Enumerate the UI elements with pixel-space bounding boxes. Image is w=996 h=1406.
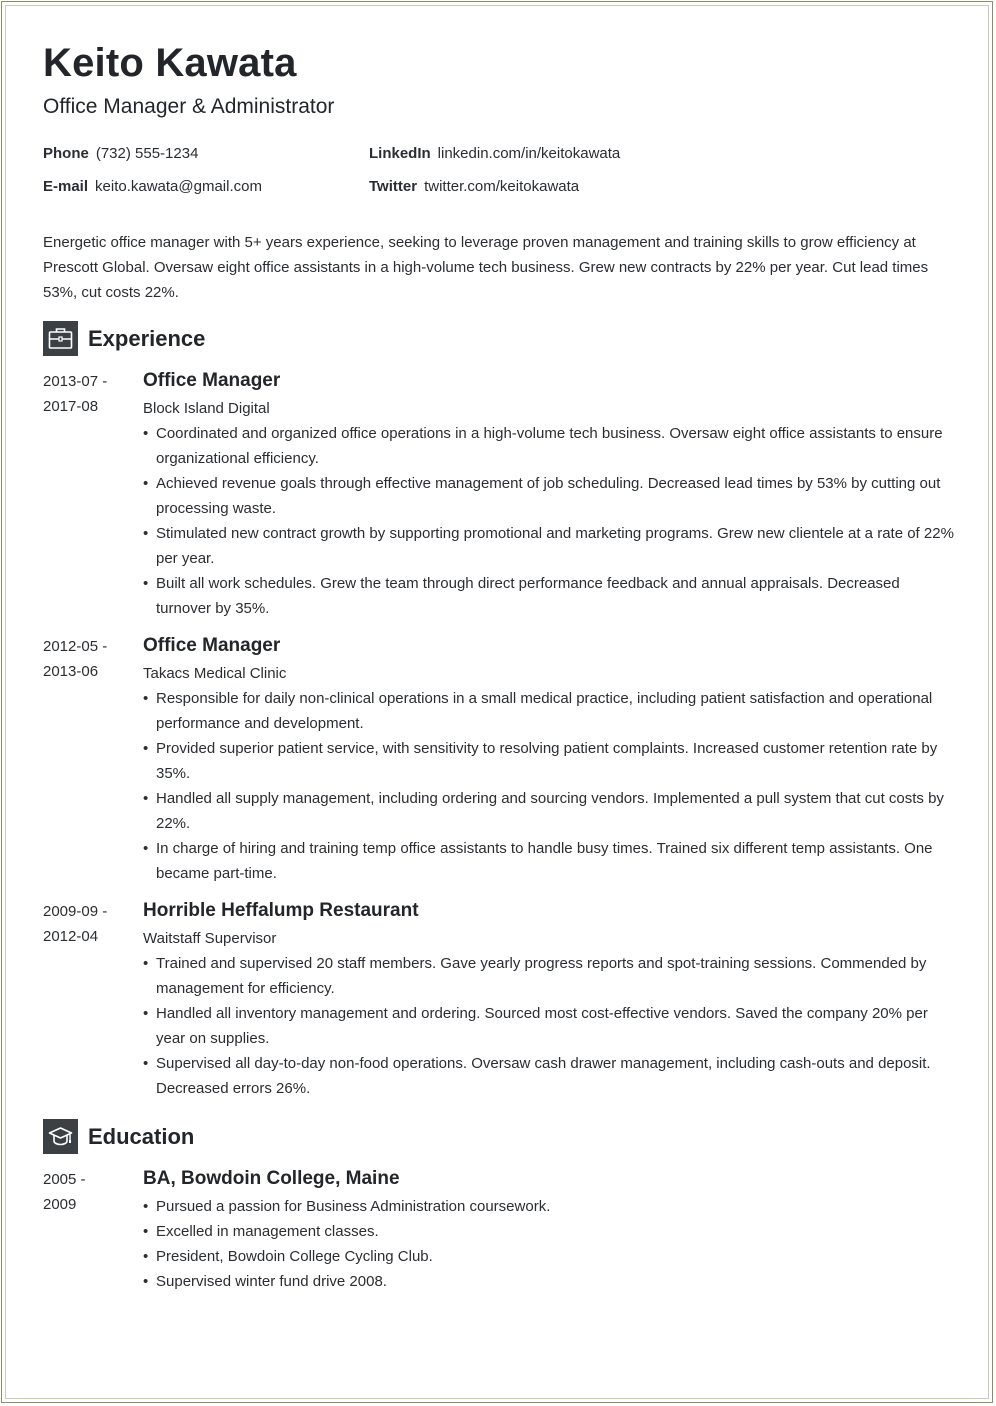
- contact-twitter: [369, 177, 579, 197]
- bullet-item: • Built all work schedules. Grew the team through direct performance feedback and annual appraisals. Decreased turnover by 35%.: [143, 571, 955, 621]
- bullet-item: • Trained and supervised 20 staff members. Gave yearly progress reports and spot-training sessions. Commended by management for efficiency.: [143, 951, 955, 1001]
- experience-heading: Experience: [88, 325, 206, 351]
- bullet-item: • Handled all supply management, including ordering and sourcing vendors. Implemented a pull system that cut costs by 22%.: [143, 786, 955, 836]
- entry-dates: [43, 1167, 133, 1217]
- entry-bullets: [143, 1194, 955, 1294]
- contact-email: [43, 177, 262, 197]
- entry-start-date: 2005 -: [43, 1171, 86, 1188]
- entry-dates: [43, 369, 133, 419]
- bullet-item: • Excelled in management classes.: [143, 1219, 955, 1244]
- linkedin-value: linkedin.com/in/keitokawata: [437, 145, 621, 162]
- education-section-header: [43, 1119, 194, 1154]
- entry-organization: Block Island Digital: [143, 400, 270, 417]
- bullet-item: • Supervised winter fund drive 2008.: [143, 1269, 955, 1294]
- graduation-cap-icon: [43, 1119, 78, 1154]
- entry-body: [143, 899, 955, 1101]
- phone-label: Phone: [43, 145, 89, 162]
- entry-body: [143, 1167, 955, 1294]
- entry-bullets: [143, 951, 955, 1101]
- entry-role: Office Manager: [143, 370, 281, 391]
- contact-linkedin: [369, 144, 620, 164]
- entry-body: [143, 634, 955, 886]
- entry-end-date: 2017-08: [43, 398, 99, 415]
- bullet-item: • Coordinated and organized office operations in a high-volume tech business. Oversaw eight office assistants to ensure organizational efficiency.: [143, 421, 955, 471]
- linkedin-label: LinkedIn: [369, 145, 431, 162]
- entry-bullets: [143, 421, 955, 621]
- entry-organization: Waitstaff Supervisor: [143, 930, 277, 947]
- entry-end-date: 2009: [43, 1196, 77, 1213]
- entry-role: Horrible Heffalump Restaurant: [143, 900, 419, 921]
- candidate-name: Keito Kawata: [43, 41, 297, 85]
- experience-section-header: [43, 321, 205, 356]
- entry-role: Office Manager: [143, 635, 281, 656]
- bullet-item: • Responsible for daily non-clinical operations in a small medical practice, including patient satisfaction and operational performance and development.: [143, 686, 955, 736]
- email-label: E-mail: [43, 178, 89, 195]
- candidate-title: Office Manager & Administrator: [43, 95, 335, 118]
- education-heading: Education: [88, 1123, 195, 1149]
- briefcase-icon: [43, 321, 78, 356]
- bullet-item: • Achieved revenue goals through effective management of job scheduling. Decreased lead times by 53% by cutting out processing waste.: [143, 471, 955, 521]
- entry-start-date: 2009-09 -: [43, 903, 108, 920]
- bullet-item: • Provided superior patient service, with sensitivity to resolving patient complaints. Increased customer retention rate by 35%.: [143, 736, 955, 786]
- contact-phone: [43, 144, 198, 164]
- entry-start-date: 2012-05 -: [43, 638, 108, 655]
- entry-dates: [43, 899, 133, 949]
- entry-organization: Takacs Medical Clinic: [143, 665, 287, 682]
- bullet-item: • In charge of hiring and training temp office assistants to handle busy times. Trained six different temp assistants. One became part-time.: [143, 836, 955, 886]
- entry-end-date: 2013-06: [43, 663, 99, 680]
- twitter-value: twitter.com/keitokawata: [424, 178, 580, 195]
- bullet-item: • Stimulated new contract growth by supporting promotional and marketing programs. Grew new clientele at a rate of 22% per year.: [143, 521, 955, 571]
- bullet-item: • President, Bowdoin College Cycling Club.: [143, 1244, 955, 1269]
- entry-body: [143, 369, 955, 621]
- twitter-label: Twitter: [369, 178, 418, 195]
- bullet-item: • Handled all inventory management and ordering. Sourced most cost-effective vendors. Saved the company 20% per year on supplies.: [143, 1001, 955, 1051]
- entry-dates: [43, 634, 133, 684]
- phone-value: (732) 555-1234: [95, 145, 199, 162]
- bullet-item: • Supervised all day-to-day non-food operations. Oversaw cash drawer management, including cash-outs and deposit. Decreased errors 26%.: [143, 1051, 955, 1101]
- bullet-item: • Pursued a passion for Business Administration coursework.: [143, 1194, 955, 1219]
- entry-start-date: 2013-07 -: [43, 373, 108, 390]
- entry-bullets: [143, 686, 955, 886]
- profile-summary: Energetic office manager with 5+ years experience, seeking to leverage proven management and training skills to grow efficiency at Prescott Global. Oversaw eight office assistants in a high-volume tech business. Grew new contracts by 22% per year. Cut lead times 53%, cut costs 22%.: [43, 234, 929, 301]
- entry-degree: BA, Bowdoin College, Maine: [143, 1168, 400, 1189]
- entry-end-date: 2012-04: [43, 928, 99, 945]
- email-value: keito.kawata@gmail.com: [95, 178, 262, 195]
